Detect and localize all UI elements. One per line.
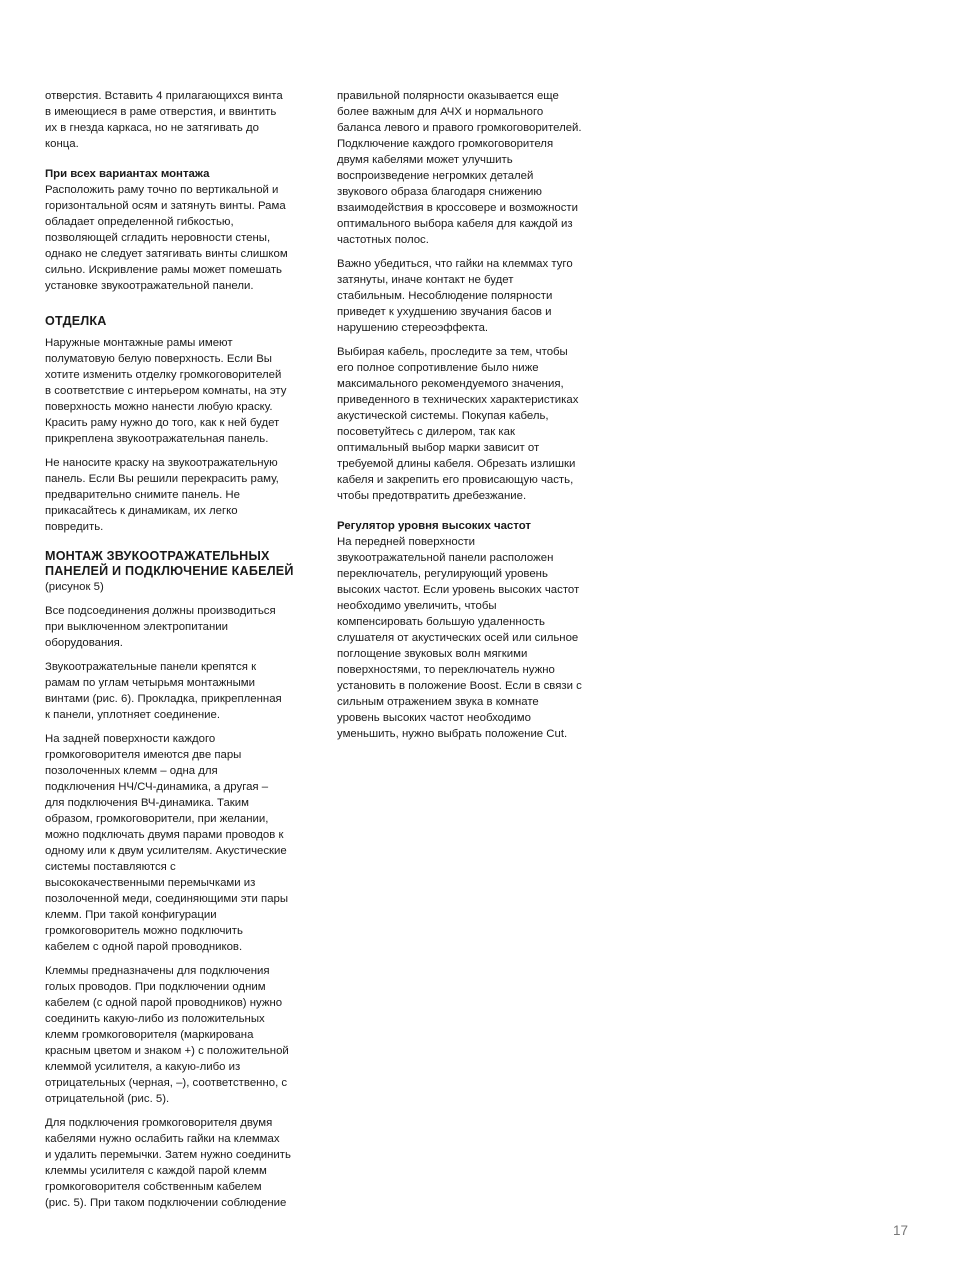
section-title-install: МОНТАЖ ЗВУКООТРАЖАТЕЛЬНЫХ ПАНЕЛЕЙ И ПОДКЛЮЧЕНИЕ КАБЕЛЕЙ bbox=[45, 549, 294, 578]
paragraph-screw-insertion: отверстия. Вставить 4 прилагающихся винта в имеющиеся в раме отверстия, и ввинтить их в гнезда каркаса, но не затягивать до конца. bbox=[45, 90, 283, 150]
mount-all-variants-text: Расположить раму точно по вертикальной и горизонтальной осям и затянуть винты. Рама обладает определенной гибкостью, позволяющей сгладить неровности стены, однако не следует затягивать винты слишком сильно. Искривление рамы может помешать установке звукоотражательной панели. bbox=[45, 184, 288, 292]
section-title-finish: ОТДЕЛКА bbox=[45, 314, 107, 328]
page-number: 17 bbox=[892, 1223, 908, 1238]
paragraph-cable-choice: Выбирая кабель, проследите за тем, чтобы его полное сопротивление было ниже максимального рекомендуемого значения, приведенного в технических характеристиках акустической системы. Покупая кабель, посоветуйтесь с дилером, так как оптимальный выбор марки зависит от требуемой длины кабеля. Обрезать излишки кабеля и закрепить его провисающую часть, чтобы предотвратить дребезжание. bbox=[337, 346, 579, 502]
right-column bbox=[337, 88, 619, 756]
treble-control-heading: Регулятор уровня высоких частот bbox=[337, 520, 531, 532]
paragraph-install-5: Для подключения громкоговорителя двумя кабелями нужно ослабить гайки на клеммах и удалить перемычки. Затем нужно соединить клеммы усилителя с каждой парой клемм громкоговорителя собственным кабелем (рис. 5). При таком подключении соблюдение bbox=[45, 1117, 291, 1209]
section-subtitle-figure-ref: (рисунок 5) bbox=[45, 581, 104, 593]
paragraph-finish-1: Наружные монтажные рамы имеют полуматовую белую поверхность. Если Вы хотите изменить отделку громкоговорителей в соответствие с интерьером комнаты, на эту поверхность можно нанести любую краску. Красить раму нужно до того, как к ней будет прикреплена звукоотражательная панель. bbox=[45, 337, 287, 445]
paragraph-install-3: На задней поверхности каждого громкоговорителя имеются две пары позолоченных клемм – одна для подключения НЧ/СЧ-динамика, а другая – для подключения ВЧ-динамика. Таким образом, громкоговорители, при желании, можно подключать двумя парами проводов к одному или к двум усилителям. Акустические системы поставляются с высококачественными перемычками из позолоченной меди, соединяющими эти пары клемм. При такой конфигурации громкоговоритель можно подключить кабелем с одной парой проводников. bbox=[45, 733, 289, 953]
paragraph-install-2: Звукоотражательные панели крепятся к рамам по углам четырьмя монтажными винтами (рис. 6). Прокладка, прикрепленная к панели, уплотняет соединение. bbox=[45, 661, 282, 721]
treble-control-text: На передней поверхности звукоотражательной панели расположен переключатель, регулирующий уровень высоких частот. Если уровень высоких частот необходимо увеличить, чтобы компенсировать большую удаленность слушателя от акустических осей или сильное поглощение звуковых волн мягкими поверхностями, то переключатель нужно установить в положение Boost. Если в связи с сильным отражением звука в комнате уровень высоких частот необходимо уменьшить, нужно выбрать положение Cut. bbox=[337, 536, 582, 740]
paragraph-terminal-nuts: Важно убедиться, что гайки на клеммах туго затянуты, иначе контакт не будет стабильным. Несоблюдение полярности приведет к ухудшению звучания басов и нарушению стереоэффекта. bbox=[337, 258, 573, 334]
treble-control-block bbox=[337, 518, 619, 742]
paragraph-finish-2: Не наносите краску на звукоотражательную панель. Если Вы решили перекрасить раму, предварительно снимите панель. Не прикасайтесь к динамикам, их легко повредить. bbox=[45, 457, 279, 533]
paragraph-install-4: Клеммы предназначены для подключения голых проводов. При подключении одним кабелем (с одной парой проводников) нужно соединить какую-либо из положительных клемм громкоговорителя (маркирована красным цветом и знаком +) с положительной клеммой усилителя, а какую-либо из отрицательных (черная, –), соответственно, с отрицательной (рис. 5). bbox=[45, 965, 289, 1105]
mount-all-variants-block bbox=[45, 166, 327, 294]
mount-all-variants-heading: При всех вариантах монтажа bbox=[45, 168, 210, 180]
left-column bbox=[45, 88, 327, 1219]
paragraph-install-1: Все подсоединения должны производиться при выключенном электропитании оборудования. bbox=[45, 605, 276, 649]
paragraph-polarity: правильной полярности оказывается еще более важным для АЧХ и нормального баланса левого и правого громкоговорителей. Подключение каждого громкоговорителя двумя кабелями может улучшить воспроизведение негромких деталей звукового образа благодаря снижению взаимодействия в кроссовере и возможности оптимального выбора кабеля для каждой из частотных полос. bbox=[337, 90, 582, 246]
